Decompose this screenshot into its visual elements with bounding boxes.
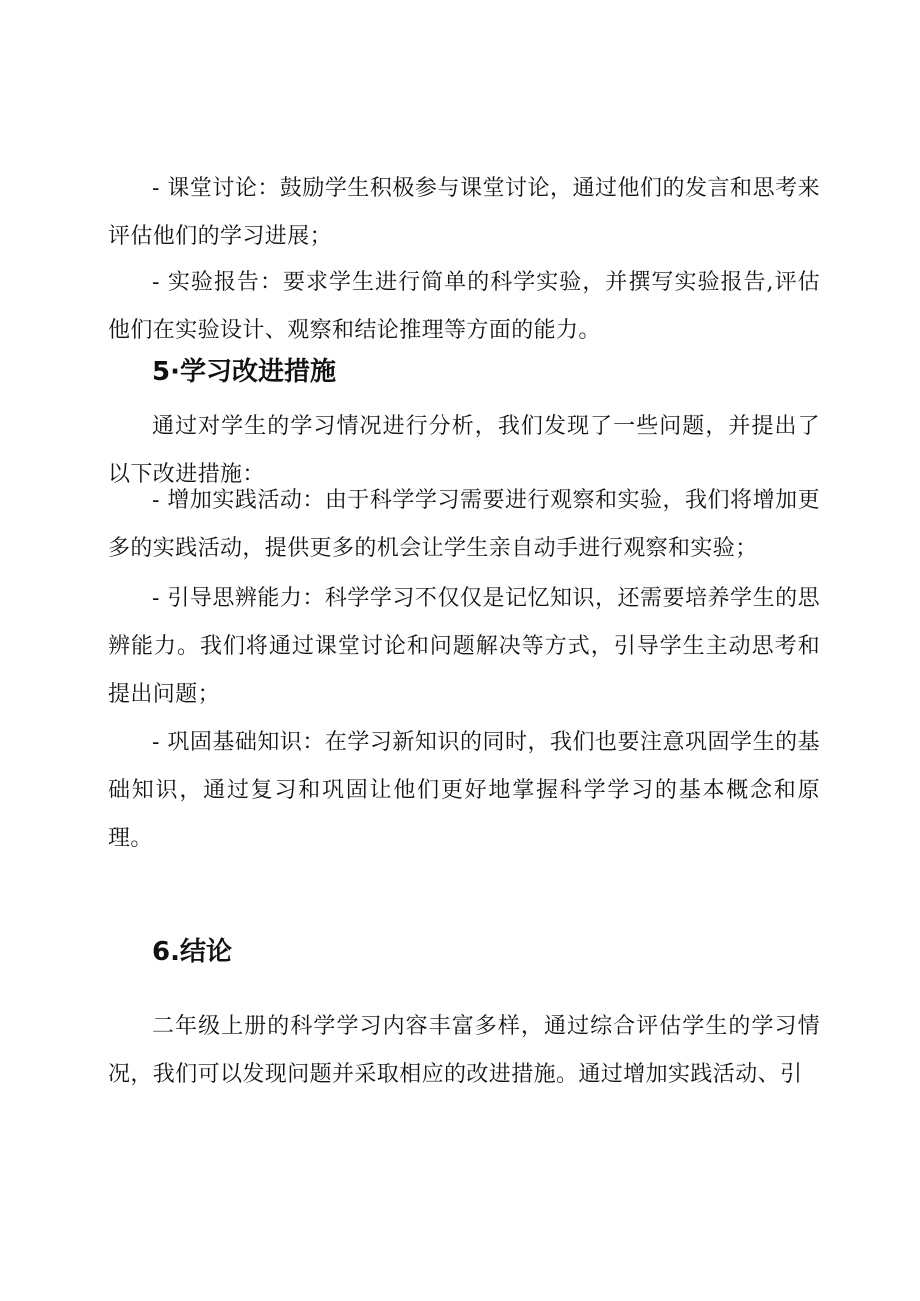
paragraph-lab-report: - 实验报告：要求学生进行简单的科学实验，并撰写实验报告,评估他们在实验设计、观察和结论推理等方面的能力。: [108, 270, 820, 343]
paragraph-classroom-discussion: - 课堂讨论：鼓励学生积极参与课堂讨论，通过他们的发言和思考来评估他们的学习进展；: [108, 176, 820, 249]
section-heading-conclusion: 6.结论: [152, 937, 232, 967]
paragraph-improvement-intro: 通过对学生的学习情况进行分析，我们发现了一些问题，并提出了以下改进措施：: [108, 414, 820, 487]
paragraph-conclusion: 二年级上册的科学学习内容丰富多样，通过综合评估学生的学习情况，我们可以发现问题并采取相应的改进措施。通过增加实践活动、引: [108, 1014, 820, 1087]
paragraph-practice-activities: - 增加实践活动：由于科学学习需要进行观察和实验，我们将增加更多的实践活动，提供更多的机会让学生亲自动手进行观察和实验；: [108, 488, 820, 561]
paragraph-basic-knowledge: - 巩固基础知识：在学习新知识的同时，我们也要注意巩固学生的基础知识，通过复习和巩固让他们更好地掌握科学学习的基本概念和原理。: [108, 730, 820, 851]
section-heading-improvement-measures: 5·学习改进措施: [152, 357, 336, 387]
paragraph-critical-thinking: - 引导思辨能力：科学学习不仅仅是记忆知识，还需要培养学生的思辨能力。我们将通过课堂讨论和问题解决等方式，引导学生主动思考和提出问题；: [108, 586, 820, 707]
